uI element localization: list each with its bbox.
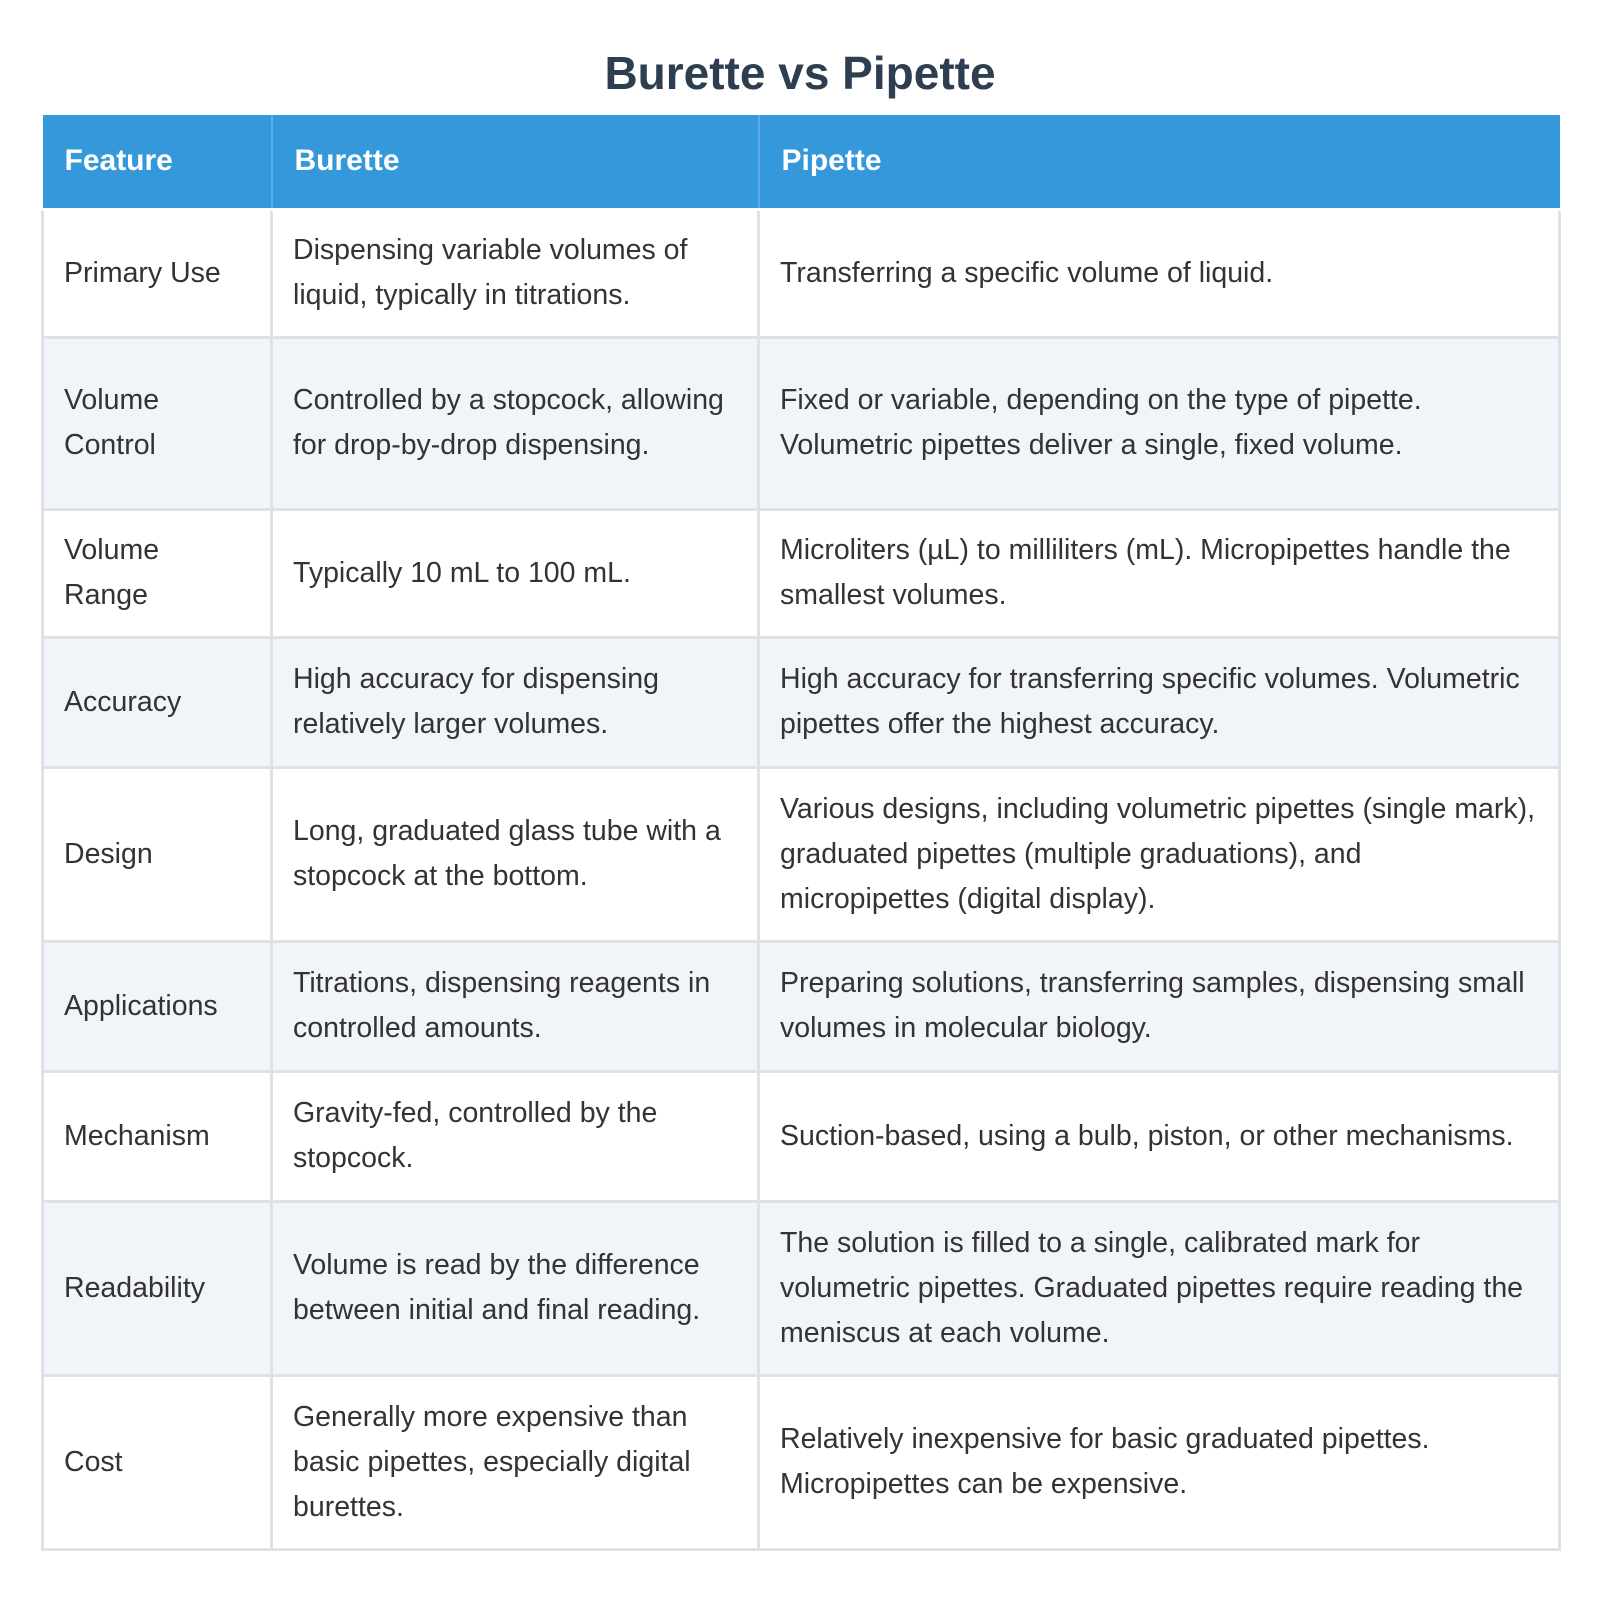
pipette-cell: Various designs, including volumetric pipettes (single mark), graduated pipettes (multiple graduations), and micropipettes (digital display). — [759, 767, 1560, 941]
header-burette: Burette — [272, 115, 759, 209]
feature-cell: Volume Control — [43, 337, 272, 509]
table-row — [43, 941, 1560, 1071]
burette-cell: Dispensing variable volumes of liquid, typically in titrations. — [272, 209, 759, 337]
burette-cell: Gravity-fed, controlled by the stopcock. — [272, 1071, 759, 1201]
comparison-table — [41, 115, 1561, 1551]
burette-cell: High accuracy for dispensing relatively larger volumes. — [272, 637, 759, 767]
burette-cell: Volume is read by the difference between initial and final reading. — [272, 1201, 759, 1375]
table-row — [43, 1201, 1560, 1375]
burette-cell: Generally more expensive than basic pipettes, especially digital burettes. — [272, 1375, 759, 1549]
pipette-cell: Relatively inexpensive for basic graduated pipettes. Micropipettes can be expensive. — [759, 1375, 1560, 1549]
pipette-cell: High accuracy for transferring specific volumes. Volumetric pipettes offer the highest accuracy. — [759, 637, 1560, 767]
feature-cell: Accuracy — [43, 637, 272, 767]
table-row — [43, 337, 1560, 509]
pipette-cell: Suction-based, using a bulb, piston, or other mechanisms. — [759, 1071, 1560, 1201]
header-feature: Feature — [43, 115, 272, 209]
page-title: Burette vs Pipette — [604, 47, 996, 99]
table-row — [43, 1375, 1560, 1549]
header-pipette: Pipette — [759, 115, 1560, 209]
pipette-cell: Preparing solutions, transferring samples, dispensing small volumes in molecular biology. — [759, 941, 1560, 1071]
feature-cell: Volume Range — [43, 509, 272, 637]
pipette-cell: Microliters (µL) to milliliters (mL). Micropipettes handle the smallest volumes. — [759, 509, 1560, 637]
burette-cell: Typically 10 mL to 100 mL. — [272, 509, 759, 637]
feature-cell: Applications — [43, 941, 272, 1071]
feature-cell: Primary Use — [43, 209, 272, 337]
table-row — [43, 767, 1560, 941]
feature-cell: Mechanism — [43, 1071, 272, 1201]
header-row — [43, 115, 1560, 209]
table-body — [43, 209, 1560, 1549]
pipette-cell: Transferring a specific volume of liquid. — [759, 209, 1560, 337]
feature-cell: Design — [43, 767, 272, 941]
table-header — [43, 115, 1560, 209]
feature-cell: Cost — [43, 1375, 272, 1549]
pipette-cell: The solution is filled to a single, calibrated mark for volumetric pipettes. Graduated pipettes require reading the meniscus at each volume. — [759, 1201, 1560, 1375]
burette-cell: Long, graduated glass tube with a stopcock at the bottom. — [272, 767, 759, 941]
feature-cell: Readability — [43, 1201, 272, 1375]
burette-cell: Titrations, dispensing reagents in controlled amounts. — [272, 941, 759, 1071]
table-row — [43, 1071, 1560, 1201]
pipette-cell: Fixed or variable, depending on the type of pipette. Volumetric pipettes deliver a single, fixed volume. — [759, 337, 1560, 509]
burette-cell: Controlled by a stopcock, allowing for drop-by-drop dispensing. — [272, 337, 759, 509]
table-row — [43, 637, 1560, 767]
table-row — [43, 509, 1560, 637]
table-row — [43, 209, 1560, 337]
